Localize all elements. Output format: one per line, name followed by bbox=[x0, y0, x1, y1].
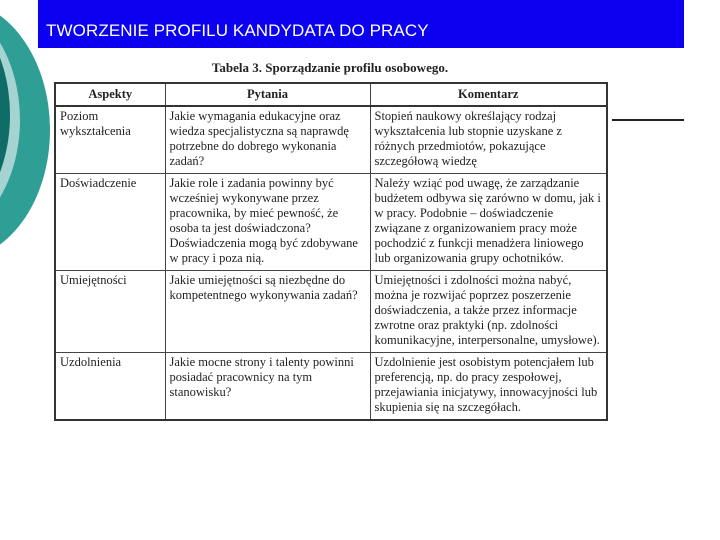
table-row bbox=[55, 353, 607, 421]
title-bar bbox=[38, 0, 684, 48]
aspect-cell: Uzdolnienia bbox=[55, 353, 165, 421]
table-header-row bbox=[55, 83, 607, 106]
profile-table bbox=[54, 82, 608, 421]
column-header-questions: Pytania bbox=[165, 83, 370, 106]
question-cell: Jakie mocne strony i talenty powinni posiadać pracownicy na tym stanowisku? bbox=[165, 353, 370, 421]
comment-cell: Umiejętności i zdolności można nabyć, można je rozwijać poprzez poszerzenie doświadczenia, a także przez informacje zwrotne oraz praktyki (np. zdolności komunikacyjne, interpersonalne, umysłowe). bbox=[370, 271, 607, 353]
table-row bbox=[55, 174, 607, 271]
table-row bbox=[55, 271, 607, 353]
comment-cell: Należy wziąć pod uwagę, że zarządzanie budżetem odbywa się zarówno w domu, jak i w pracy. Podobnie – doświadczenie związane z organizowaniem pracy może pochodzić z funkcji menadżera liniowego lub organizowania grupy ochotników. bbox=[370, 174, 607, 271]
slide-title: TWORZENIE PROFILU KANDYDATA DO PRACY bbox=[46, 21, 429, 40]
aspect-cell: Doświadczenie bbox=[55, 174, 165, 271]
table-caption: Tabela 3. Sporządzanie profilu osobowego. bbox=[211, 60, 449, 75]
column-header-aspects: Aspekty bbox=[55, 83, 165, 106]
question-cell: Jakie role i zadania powinny być wcześniej wykonywane przez pracownika, by mieć pewność, że osoba ta jest doświadczona? Doświadczenia mogą być zdobywane w pracy i poza nią. bbox=[165, 174, 370, 271]
comment-cell: Uzdolnienie jest osobistym potencjałem lub preferencją, np. do pracy zespołowej, przejawiania inicjatywy, innowacyjności lub skupienia się na szczegółach. bbox=[370, 353, 607, 421]
aspect-cell: Umiejętności bbox=[55, 271, 165, 353]
comment-cell: Stopień naukowy określający rodzaj wykształcenia lub stopnie uzyskane z różnych przedmiotów, pokazujące szczegółową wiedzę bbox=[370, 106, 607, 174]
decorative-rule bbox=[612, 119, 684, 121]
question-cell: Jakie umiejętności są niezbędne do kompetentnego wykonywania zadań? bbox=[165, 271, 370, 353]
question-cell: Jakie wymagania edukacyjne oraz wiedza specjalistyczna są naprawdę potrzebne do dobrego wykonania zadań? bbox=[165, 106, 370, 174]
column-header-comments: Komentarz bbox=[370, 83, 607, 106]
aspect-cell: Poziom wykształcenia bbox=[55, 106, 165, 174]
table-row bbox=[55, 106, 607, 174]
